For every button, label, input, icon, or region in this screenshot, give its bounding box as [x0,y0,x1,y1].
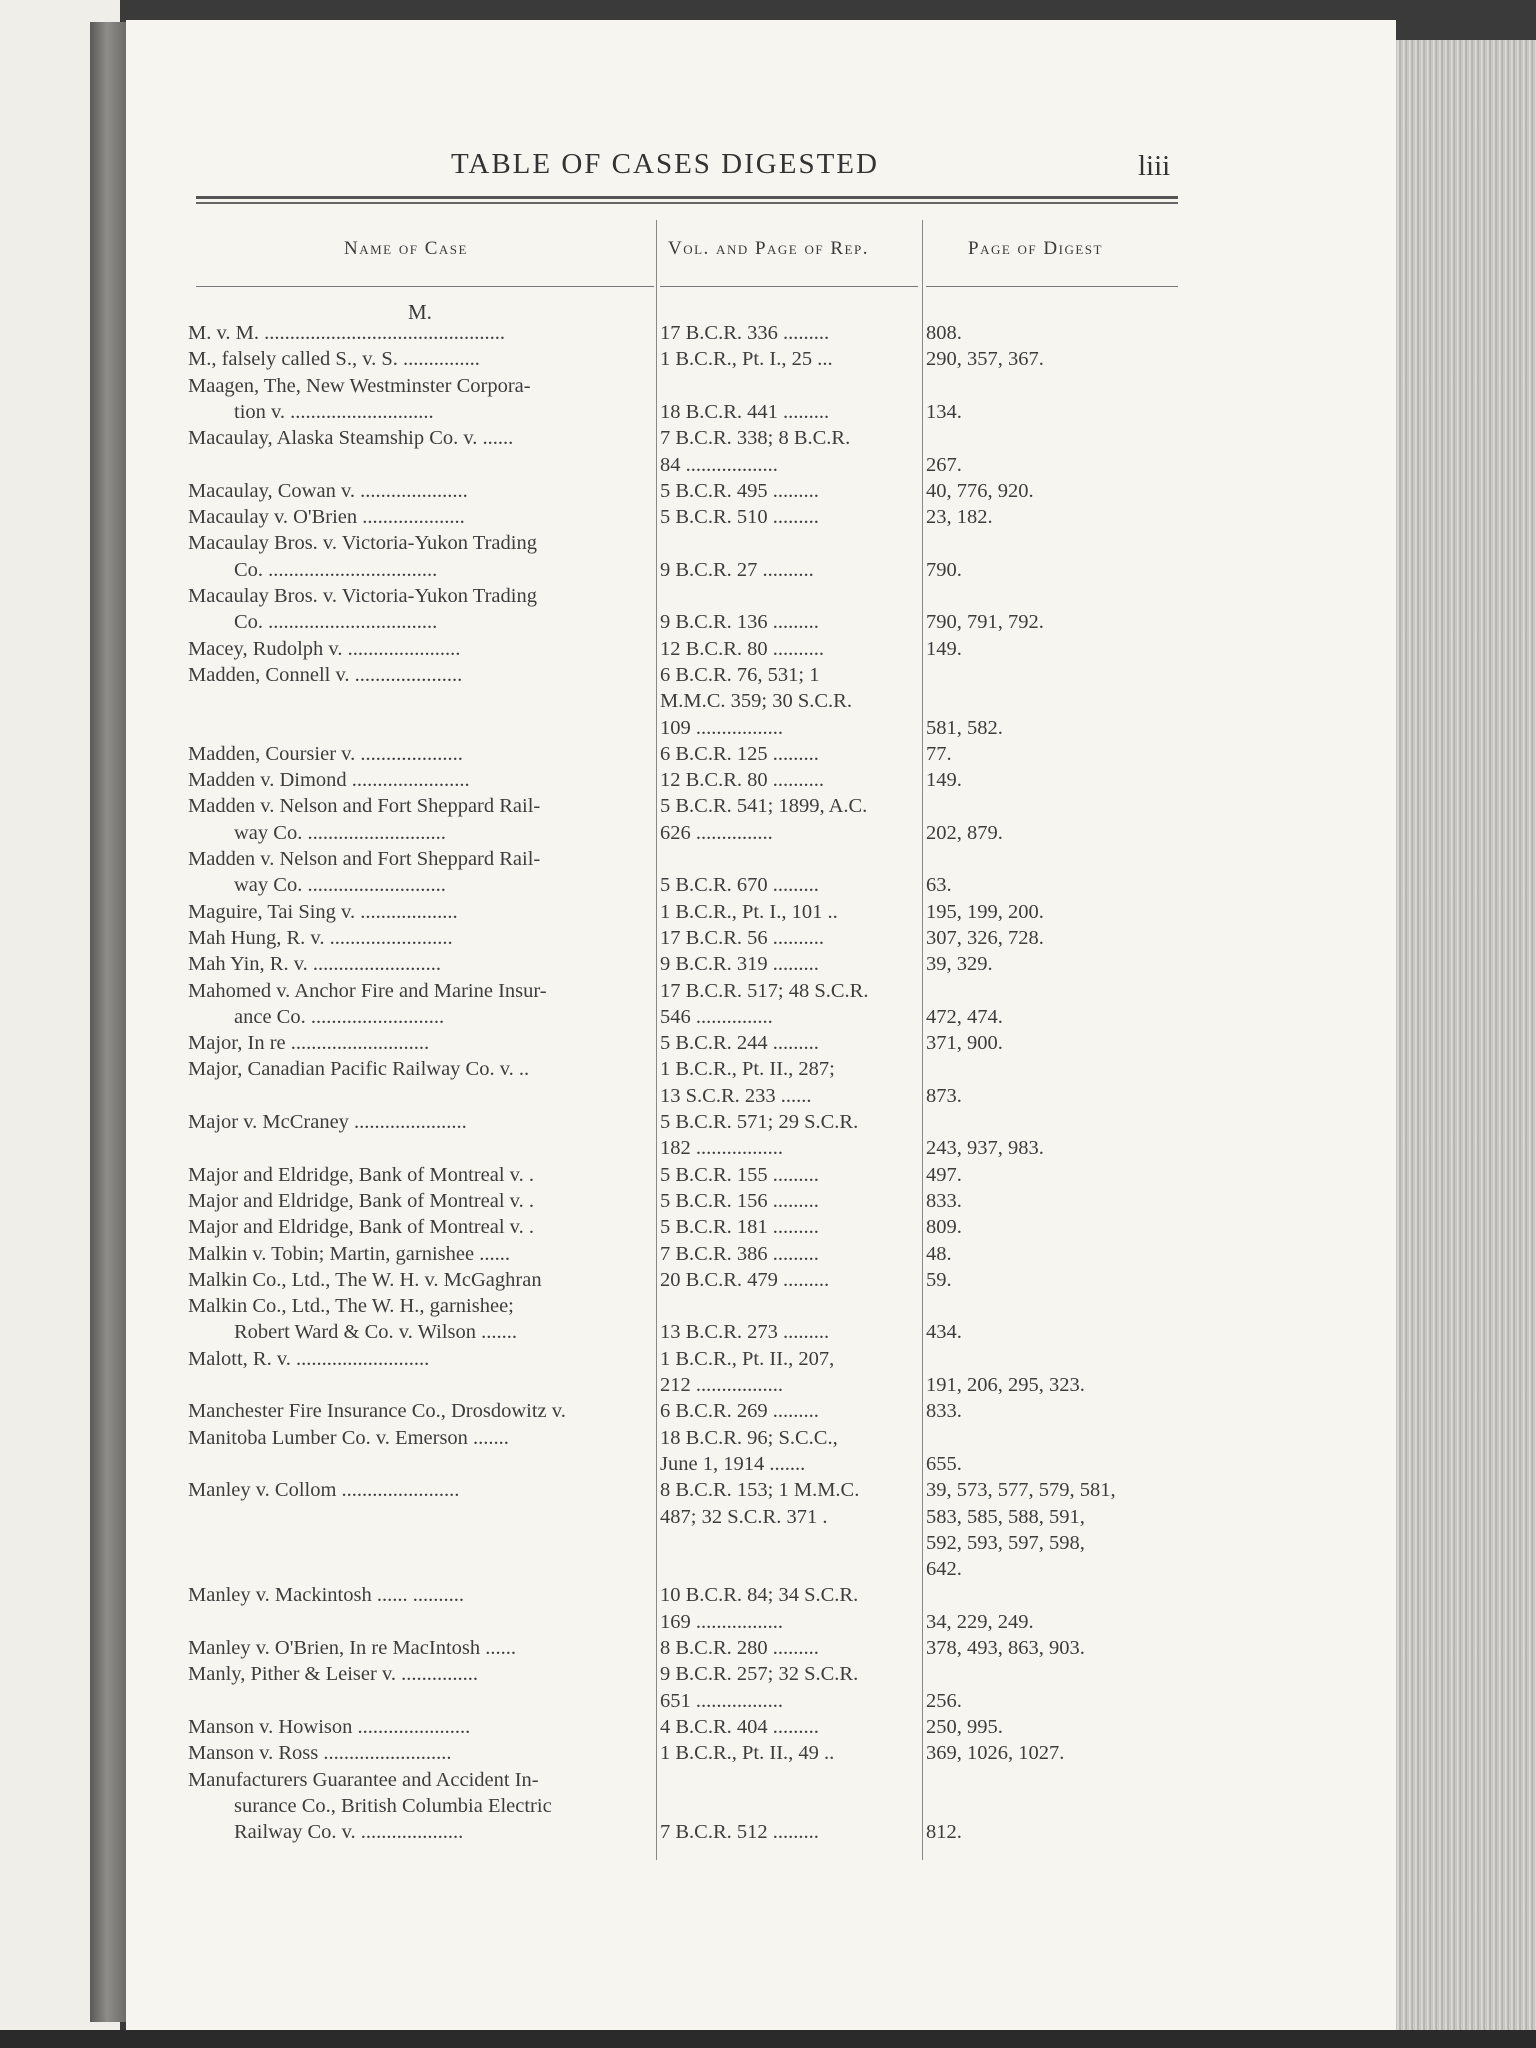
digest-page: 290, 357, 367. [926,348,1044,371]
case-name: Macaulay v. O'Brien .................... [188,506,465,529]
digest-page: 40, 776, 920. [926,479,1034,502]
section-letter: M. [408,300,432,324]
page-edges [1396,40,1536,2030]
case-name: Railway Co. v. .................... [234,1821,464,1844]
report-reference: M.M.C. 359; 30 S.C.R. [660,690,852,713]
report-reference: 17 B.C.R. 56 .......... [660,926,825,949]
digest-page: 642. [926,1558,962,1581]
digest-page: 34, 229, 249. [926,1610,1034,1633]
report-reference: 626 ............... [660,821,773,844]
case-name: Mah Yin, R. v. ......................... [188,953,442,976]
page-number: liii [1138,150,1171,182]
report-reference: 17 B.C.R. 336 ......... [660,322,830,344]
case-name: Manly, Pither & Leiser v. ............... [188,1663,478,1686]
case-name: Manley v. Collom ....................... [188,1479,460,1502]
report-reference: 12 B.C.R. 80 .......... [660,637,825,660]
digest-page: 39, 573, 577, 579, 581, [926,1479,1116,1502]
case-table [126,20,1396,2030]
report-reference: 84 .................. [660,453,778,476]
report-reference: 5 B.C.R. 155 ......... [660,1163,819,1186]
report-reference: 169 ................. [660,1610,783,1633]
report-reference: 20 B.C.R. 479 ......... [660,1268,830,1291]
report-reference: 9 B.C.R. 136 ......... [660,611,819,634]
case-name: Major and Eldridge, Bank of Montreal v. . [188,1189,534,1212]
digest-page: 202, 879. [926,821,1003,844]
report-reference: 1 B.C.R., Pt. II., 49 .. [660,1742,835,1765]
report-reference: 7 B.C.R. 512 ......... [660,1821,819,1844]
report-reference: 5 B.C.R. 670 ......... [660,874,819,897]
report-reference: 12 B.C.R. 80 .......... [660,769,825,792]
case-name: Madden, Coursier v. .................... [188,742,463,765]
report-reference: 9 B.C.R. 257; 32 S.C.R. [660,1663,859,1686]
case-name: Robert Ward & Co. v. Wilson ....... [234,1321,517,1344]
case-name: ance Co. .......................... [234,1005,445,1028]
report-reference: 18 B.C.R. 441 ......... [660,400,830,423]
digest-page: 195, 199, 200. [926,900,1044,923]
report-reference: 1 B.C.R., Pt. II., 207, [660,1347,835,1370]
case-name: Madden v. Dimond ....................... [188,769,470,792]
column-header-vol: Vol. and Page of Rep. [668,238,869,259]
case-name: Co. ................................. [234,611,438,634]
report-reference: 7 B.C.R. 386 ......... [660,1242,819,1265]
report-reference: 546 ............... [660,1005,773,1028]
digest-page: 134. [926,400,962,423]
column-header-digest: Page of Digest [968,238,1103,259]
digest-page: 833. [926,1189,962,1212]
digest-page: 655. [926,1452,962,1475]
column-header-name: Name of Case [344,238,468,259]
case-name: Maagen, The, New Westminster Corpora- [188,374,531,397]
digest-page: 191, 206, 295, 323. [926,1374,1085,1396]
digest-page: 369, 1026, 1027. [926,1742,1065,1765]
digest-page: 256. [926,1689,962,1712]
digest-page: 307, 326, 728. [926,926,1044,949]
digest-page: 149. [926,637,962,660]
case-name: Major and Eldridge, Bank of Montreal v. . [188,1216,534,1239]
case-name: Madden v. Nelson and Fort Sheppard Rail- [188,795,541,818]
case-name: Macaulay Bros. v. Victoria-Yukon Trading [188,532,537,555]
digest-page: 472, 474. [926,1005,1003,1028]
digest-page: 833. [926,1400,962,1423]
digest-page: 149. [926,769,962,792]
report-reference: 5 B.C.R. 156 ......... [660,1189,819,1212]
digest-page: 371, 900. [926,1032,1003,1055]
report-reference: 1 B.C.R., Pt. II., 287; [660,1058,835,1081]
case-name: Manley v. Mackintosh ...... .......... [188,1584,464,1607]
case-name: Madden v. Nelson and Fort Sheppard Rail- [188,848,541,870]
case-name: M. v. M. ............................................... [188,322,505,344]
report-reference: 5 B.C.R. 244 ......... [660,1032,819,1055]
report-reference: 1 B.C.R., Pt. I., 25 ... [660,348,833,371]
case-name: Malott, R. v. .......................... [188,1347,430,1370]
case-name: Manufacturers Guarantee and Accident In- [188,1768,539,1791]
report-reference: 5 B.C.R. 571; 29 S.C.R. [660,1111,859,1133]
report-reference: 109 ................. [660,716,783,739]
report-reference: 5 B.C.R. 495 ......... [660,479,819,502]
case-name: Manson v. Howison ...................... [188,1715,471,1738]
report-reference: June 1, 1914 ....... [660,1452,806,1475]
digest-page: 434. [926,1321,962,1344]
digest-page: 23, 182. [926,506,993,529]
case-name: Macaulay, Alaska Steamship Co. v. ...... [188,427,514,450]
report-reference: 6 B.C.R. 76, 531; 1 [660,663,820,686]
report-reference: 5 B.C.R. 541; 1899, A.C. [660,795,868,818]
page-title: TABLE OF CASES DIGESTED [451,148,879,180]
digest-page: 378, 493, 863, 903. [926,1637,1085,1659]
digest-page: 39, 329. [926,953,993,976]
digest-page: 790. [926,558,962,581]
digest-page: 873. [926,1084,962,1107]
scan-border [0,2030,1536,2048]
digest-page: 592, 593, 597, 598, [926,1531,1085,1554]
case-name: Malkin v. Tobin; Martin, garnishee ...... [188,1242,510,1265]
case-name: way Co. ........................... [234,821,446,844]
report-reference: 5 B.C.R. 510 ......... [660,506,819,529]
book-page [126,20,1396,2030]
digest-page: 583, 585, 588, 591, [926,1505,1085,1528]
case-name: Major and Eldridge, Bank of Montreal v. . [188,1163,534,1186]
report-reference: 13 S.C.R. 233 ...... [660,1084,812,1107]
report-reference: 13 B.C.R. 273 ......... [660,1321,830,1344]
case-name: Major, In re ........................... [188,1032,430,1055]
report-reference: 9 B.C.R. 27 .......... [660,558,814,581]
digest-page: 250, 995. [926,1715,1003,1738]
case-name: Mah Hung, R. v. ........................ [188,926,453,949]
report-reference: 487; 32 S.C.R. 371 . [660,1505,828,1528]
case-name: Malkin Co., Ltd., The W. H., garnishee; [188,1295,514,1318]
digest-page: 497. [926,1163,962,1186]
case-name: Malkin Co., Ltd., The W. H. v. McGaghran [188,1268,542,1291]
report-reference: 7 B.C.R. 338; 8 B.C.R. [660,427,851,450]
case-name: M., falsely called S., v. S. ............... [188,348,480,371]
report-reference: 8 B.C.R. 280 ......... [660,1637,819,1659]
report-reference: 17 B.C.R. 517; 48 S.C.R. [660,979,869,1002]
report-reference: 212 ................. [660,1374,783,1396]
book-binding [90,22,128,2022]
report-reference: 1 B.C.R., Pt. I., 101 .. [660,900,838,923]
case-name: Mahomed v. Anchor Fire and Marine Insur- [188,979,547,1002]
digest-page: 808. [926,322,962,344]
digest-page: 59. [926,1268,952,1291]
report-reference: 651 ................. [660,1689,783,1712]
digest-page: 581, 582. [926,716,1003,739]
report-reference: 9 B.C.R. 319 ......... [660,953,819,976]
report-reference: 18 B.C.R. 96; S.C.C., [660,1426,838,1449]
case-name: Maguire, Tai Sing v. ................... [188,900,458,923]
case-name: Co. ................................. [234,558,438,581]
report-reference: 5 B.C.R. 181 ......... [660,1216,819,1239]
digest-page: 48. [926,1242,952,1265]
case-name: Major v. McCraney ...................... [188,1111,467,1133]
case-name: Macaulay Bros. v. Victoria-Yukon Trading [188,585,537,607]
case-name: surance Co., British Columbia Electric [234,1794,552,1817]
digest-page: 77. [926,742,952,765]
digest-page: 243, 937, 983. [926,1137,1044,1160]
case-name: Manchester Fire Insurance Co., Drosdowitz v. [188,1400,566,1423]
case-name: Major, Canadian Pacific Railway Co. v. .. [188,1058,530,1081]
case-name: way Co. ........................... [234,874,446,897]
report-reference: 4 B.C.R. 404 ......... [660,1715,819,1738]
case-name: tion v. ............................ [234,400,434,423]
digest-page: 809. [926,1216,962,1239]
digest-page: 790, 791, 792. [926,611,1044,634]
case-name: Manley v. O'Brien, In re MacIntosh ...... [188,1637,517,1659]
digest-page: 812. [926,1821,962,1844]
digest-page: 63. [926,874,952,897]
case-name: Macaulay, Cowan v. ..................... [188,479,468,502]
report-reference: 182 ................. [660,1137,783,1160]
report-reference: 10 B.C.R. 84; 34 S.C.R. [660,1584,859,1607]
case-name: Manson v. Ross ......................... [188,1742,452,1765]
report-reference: 8 B.C.R. 153; 1 M.M.C. [660,1479,860,1502]
report-reference: 6 B.C.R. 269 ......... [660,1400,819,1423]
case-name: Madden, Connell v. ..................... [188,663,463,686]
report-reference: 6 B.C.R. 125 ......... [660,742,819,765]
digest-page: 267. [926,453,962,476]
case-name: Manitoba Lumber Co. v. Emerson ....... [188,1426,509,1449]
case-name: Macey, Rudolph v. ...................... [188,637,461,660]
